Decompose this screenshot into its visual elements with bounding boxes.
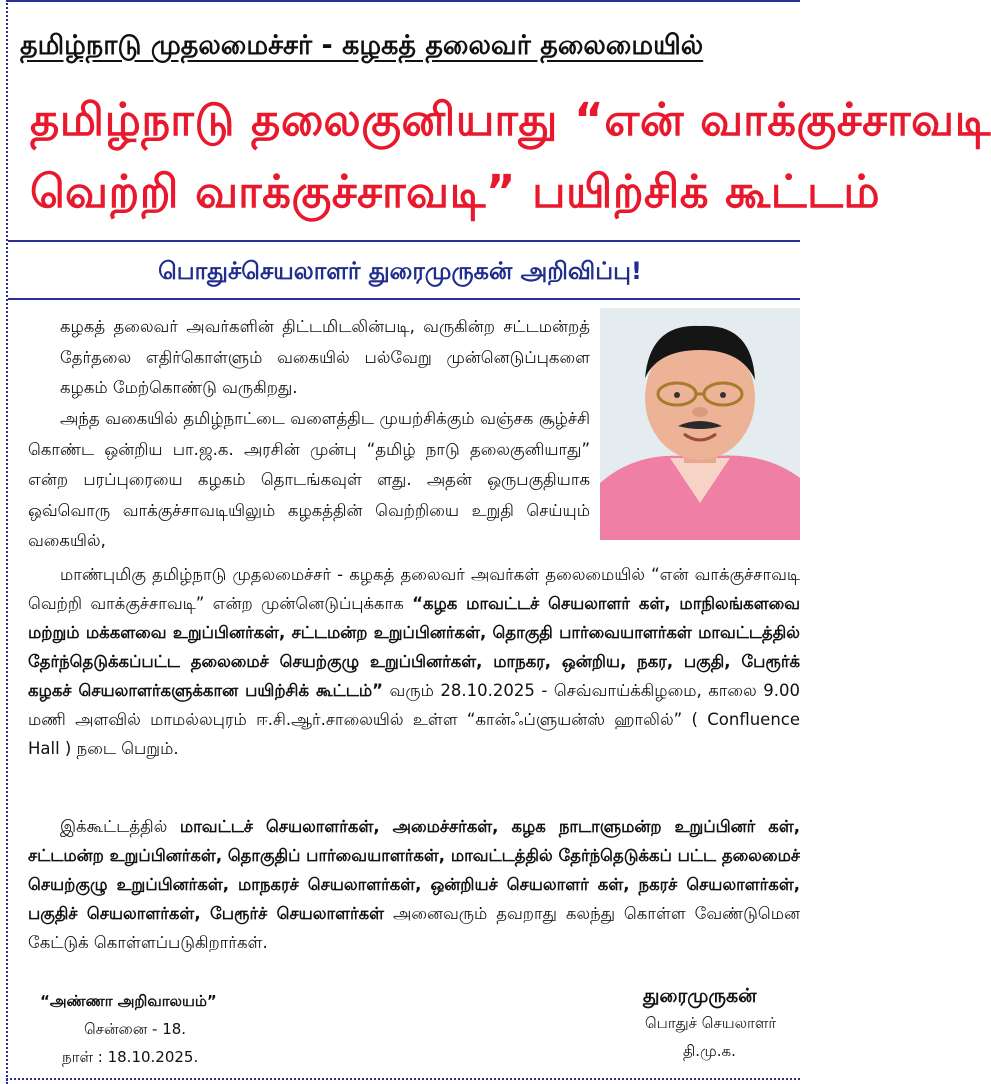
kicker-line: தமிழ்நாடு முதலமைச்சர் - கழகத் தலைவர் தலைமையில்: [20, 30, 704, 61]
release-date: நாள் : 18.10.2025.: [62, 1048, 199, 1066]
paragraph-2-text: அந்த வகையில் தமிழ்நாட்டை வளைத்திட முயற்சிக்கும் வஞ்சக சூழ்ச்சி கொண்ட ஒன்றிய பா.ஜ.க. அரசின் முன்பு “தமிழ் நாடு தலைகுனியாது” என்ற பரப்புரையை கழகம் தொடங்கவுள் ளது. அதன் ஒருபகுதியாக ஒவ்வொரு வாக்குச்சாவடியிலும் கழகத்தின் வெற்றியை உறுதி செய்யும் வகையில்,: [28, 409, 590, 550]
party-name: தி.மு.க.: [683, 1042, 736, 1060]
office-name: “அண்ணா அறிவாலயம்”: [40, 992, 217, 1010]
signatory-name: துரைமுருகன்: [643, 985, 757, 1007]
headline-line-1: தமிழ்நாடு தலைகுனியாது “என் வாக்குச்சாவடி: [30, 93, 991, 146]
dotted-border-left: [6, 0, 8, 1084]
signatory-designation: பொதுச் செயலாளர்: [645, 1014, 777, 1032]
paragraph-4-text-c: அனைவரும் தவறாது கலந்து கொள்ள வேண்டுமென கேட்டுக் கொள்ளப்படுகிறார்கள்.: [28, 904, 800, 952]
subhead-divider: [8, 298, 800, 300]
office-city: சென்னை - 18.: [84, 1020, 187, 1038]
paragraph-3-bold: “கழக மாவட்டச் செயலாளர் கள், மாநிலங்களவை மற்றும் மக்களவை உறுப்பினர்கள், சட்டமன்ற உறுப்பினர்கள், தொகுதி பார்வையாளர்கள் மாவட்டத்தில் தேர்ந்தெடுக்கப்பட்ட தலைமைச் செயற்குழு உறுப்பினர்கள், மாநகர, ஒன்றிய, நகர, பகுதி, பேரூர்க் கழகச் செயலாளர்களுக்கான பயிற்சிக் கூட்டம்”: [28, 594, 800, 700]
paragraph-1: [60, 312, 590, 404]
paragraph-3: [28, 560, 800, 763]
top-rule: [8, 0, 800, 2]
paragraph-3-text-c: வரும் 28.10.2025 - செவ்வாய்க்கிழமை, காலை 9.00 மணி அளவில் மாமல்லபுரம் ஈ.சி.ஆர்.சாலையில் உள்ள “கான்ஃப்ளுயன்ஸ் ஹாலில்” ( Confluence Hall ) நடை பெறும்.: [28, 681, 801, 758]
paragraph-1-text: கழகத் தலைவர் அவர்களின் திட்டமிடலின்படி, வருகின்ற சட்டமன்றத் தேர்தலை எதிர்கொள்ளும் வகையில் பல்வேறு முன்னெடுப்புகளை கழகம் மேற்கொண்டு வருகிறது.: [60, 317, 590, 397]
portrait-illustration: [600, 308, 800, 540]
paragraph-3-text-a: மாண்புமிகு தமிழ்நாடு முதலமைச்சர் - கழகத் தலைவர் அவர்கள் தலைமையில் “என் வாக்குச்சாவடி வெற்றி வாக்குச்சாவடி” என்ற முன்னெடுப்புக்காக: [28, 565, 800, 613]
paragraph-4: [28, 812, 800, 957]
headline-line-2: வெற்றி வாக்குச்சாவடி” பயிற்சிக் கூட்டம்: [30, 165, 881, 218]
paragraph-2: [28, 404, 590, 557]
announcement-subhead: பொதுச்செயலாளர் துரைமுருகன் அறிவிப்பு!: [158, 257, 642, 285]
portrait-photo: [600, 308, 800, 540]
paragraph-4-text-a: இக்கூட்டத்தில்: [60, 817, 180, 836]
dotted-border-bottom: [6, 1078, 800, 1080]
headline-divider: [8, 240, 800, 242]
paragraph-4-bold: மாவட்டச் செயலாளர்கள், அமைச்சர்கள், கழக நாடாளுமன்ற உறுப்பினர் கள், சட்டமன்ற உறுப்பினர்கள், தொகுதிப் பார்வையாளர்கள், மாவட்டத்தில் தேர்ந்தெடுக்கப் பட்ட தலைமைச் செயற்குழு உறுப்பினர்கள், மாநகரச் செயலாளர்கள், ஒன்றியச் செயலாளர் கள், நகரச் செயலாளர்கள், பகுதிச் செயலாளர்கள், பேரூர்ச் செயலாளர்கள்: [28, 817, 800, 923]
